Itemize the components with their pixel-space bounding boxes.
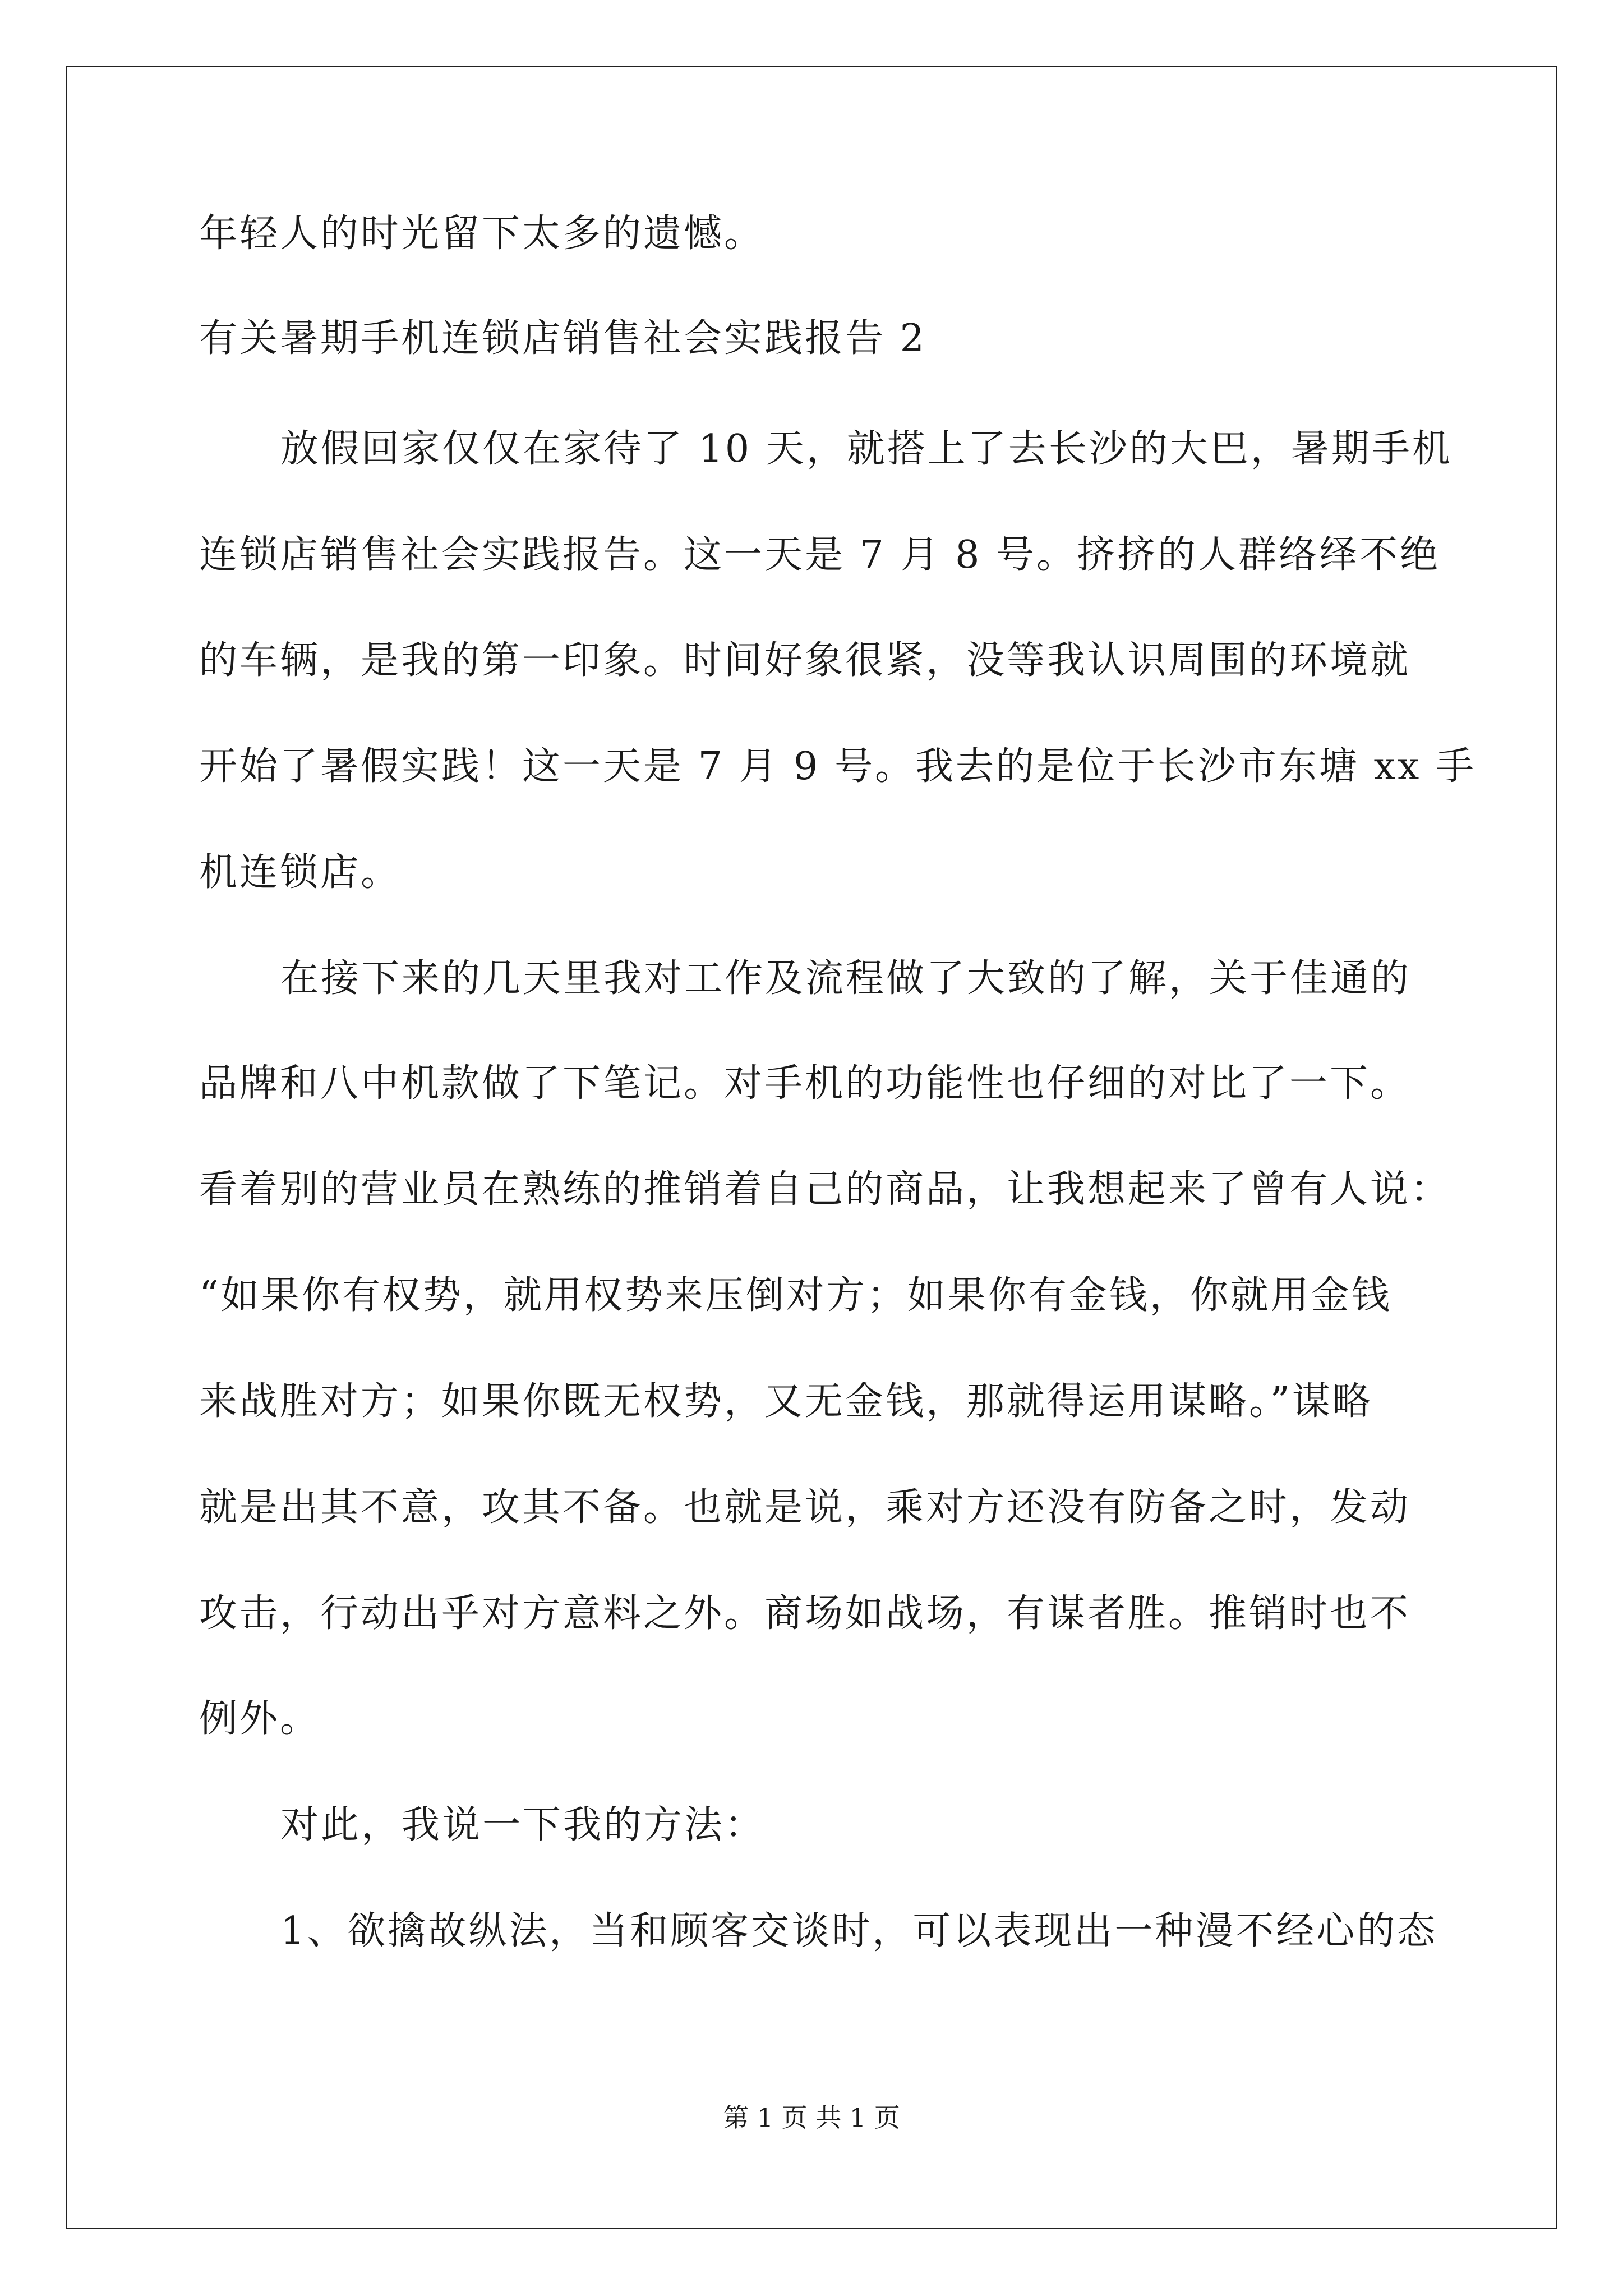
text-line: 看着别的营业员在熟练的推销着自己的商品，让我想起来了曾有人说： — [199, 1167, 1451, 1212]
text-line: 放假回家仅仅在家待了 10 天，就搭上了去长沙的大巴，暑期手机 — [280, 427, 1453, 471]
text-line: “如果你有权势，就用权势来压倒对方；如果你有金钱，你就用金钱 — [199, 1273, 1392, 1318]
text-line: 例外。 — [199, 1697, 321, 1741]
text-line: 年轻人的时光留下太多的遗憾。 — [199, 211, 765, 256]
text-line: 连锁店销售社会实践报告。这一天是 7 月 8 号。挤挤的人群络绎不绝 — [199, 533, 1440, 577]
text-line: 就是出其不意，攻其不备。也就是说，乘对方还没有防备之时，发动 — [199, 1485, 1411, 1530]
text-line: 开始了暑假实践！这一天是 7 月 9 号。我去的是位于长沙市东塘 xx 手 — [199, 744, 1476, 789]
text-line: 对此，我说一下我的方法： — [280, 1803, 766, 1847]
page-footer: 第 1 页 共 1 页 — [723, 2102, 900, 2133]
text-line: 在接下来的几天里我对工作及流程做了大致的了解，关于佳通的 — [280, 956, 1412, 1001]
text-line: 的车辆，是我的第一印象。时间好象很紧，没等我认识周围的环境就 — [199, 638, 1411, 683]
text-line: 品牌和八中机款做了下笔记。对手机的功能性也仔细的对比了一下。 — [199, 1061, 1411, 1106]
text-line: 攻击，行动出乎对方意料之外。商场如战场，有谋者胜。推销时也不 — [199, 1591, 1411, 1636]
text-line: 来战胜对方；如果你既无权势，又无金钱，那就得运用谋略。”谋略 — [199, 1379, 1373, 1424]
text-line: 1、欲擒故纵法，当和顾客交谈时，可以表现出一种漫不经心的态 — [280, 1909, 1438, 1953]
section-title: 有关暑期手机连锁店销售社会实践报告 2 — [199, 316, 926, 361]
text-line: 机连锁店。 — [199, 850, 402, 895]
page-border — [66, 66, 1557, 2229]
